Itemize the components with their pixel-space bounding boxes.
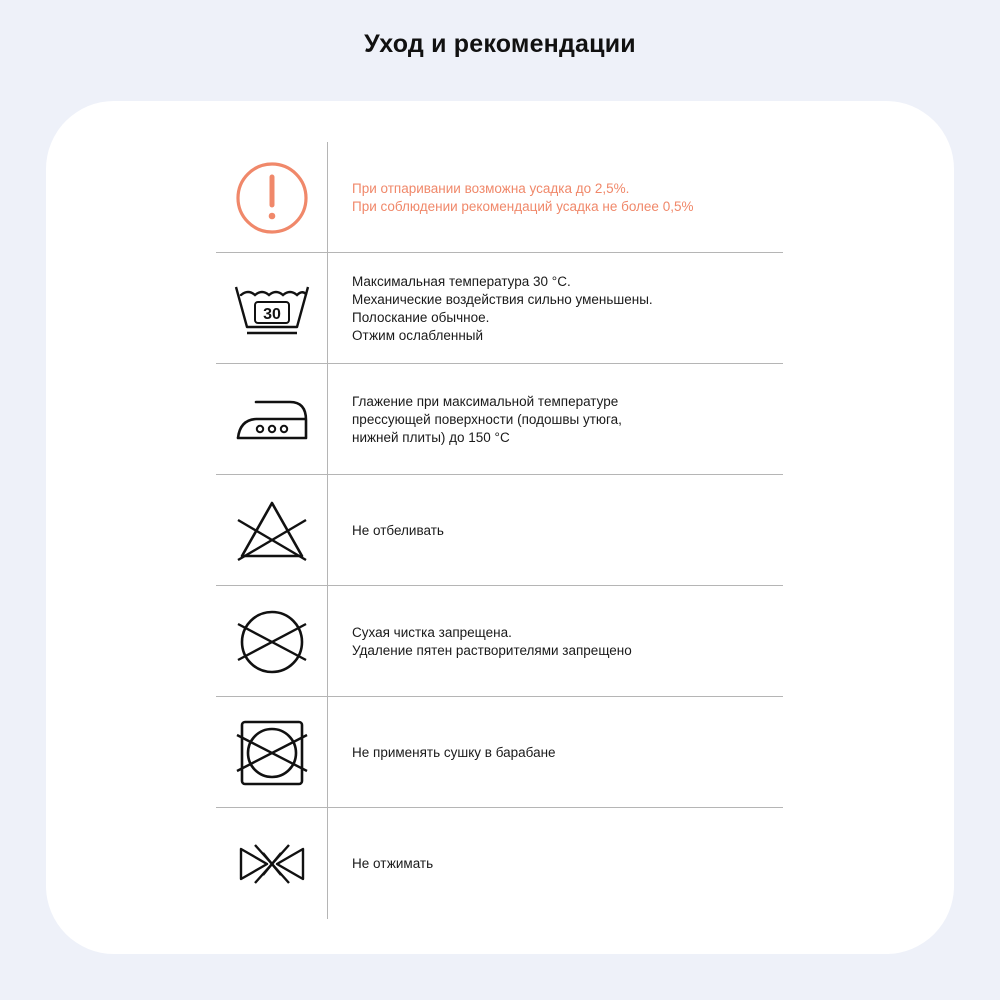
description-line: Механические воздействия сильно уменьшены. <box>352 291 653 307</box>
no-tumble-dry-icon <box>216 697 327 808</box>
description-line: При соблюдении рекомендаций усадка не более 0,5% <box>352 198 694 214</box>
care-description <box>352 142 772 253</box>
care-row-tumble-dry <box>216 697 783 808</box>
care-row-bleach <box>216 475 783 586</box>
no-bleach-icon <box>216 475 327 586</box>
description-line: прессующей поверхности (подошвы утюга, <box>352 411 622 427</box>
description-line: При отпаривании возможна усадка до 2,5%. <box>352 180 630 196</box>
care-row-wring <box>216 808 783 919</box>
care-description <box>352 808 772 919</box>
page-title: Уход и рекомендации <box>364 30 636 58</box>
care-row-iron <box>216 364 783 475</box>
description-line: Отжим ослабленный <box>352 327 484 343</box>
description-line: Полоскание обычное. <box>352 309 490 325</box>
care-description <box>352 697 772 808</box>
description-line: Не отбеливать <box>352 522 444 538</box>
care-row-warning <box>216 142 783 253</box>
description-line: Глажение при максимальной температуре <box>352 393 619 409</box>
wash-30-icon <box>216 253 327 364</box>
warning-exclamation-icon <box>216 142 327 253</box>
no-wring-icon <box>216 808 327 919</box>
description-line: Сухая чистка запрещена. <box>352 624 512 640</box>
wash-temperature-label: 30 <box>262 305 281 323</box>
description-line: Максимальная температура 30 °С. <box>352 273 571 289</box>
no-dry-clean-icon <box>216 586 327 697</box>
care-row-wash <box>216 253 783 364</box>
description-line: Удаление пятен растворителями запрещено <box>352 642 632 658</box>
care-description <box>352 586 772 697</box>
care-description <box>352 253 772 364</box>
care-description <box>352 364 772 475</box>
description-line: нижней плиты) до 150 °С <box>352 429 510 445</box>
description-line: Не применять сушку в барабане <box>352 744 556 760</box>
iron-two-dots-icon <box>216 364 327 475</box>
description-line: Не отжимать <box>352 855 434 871</box>
care-description <box>352 475 772 586</box>
care-row-dry-clean <box>216 586 783 697</box>
